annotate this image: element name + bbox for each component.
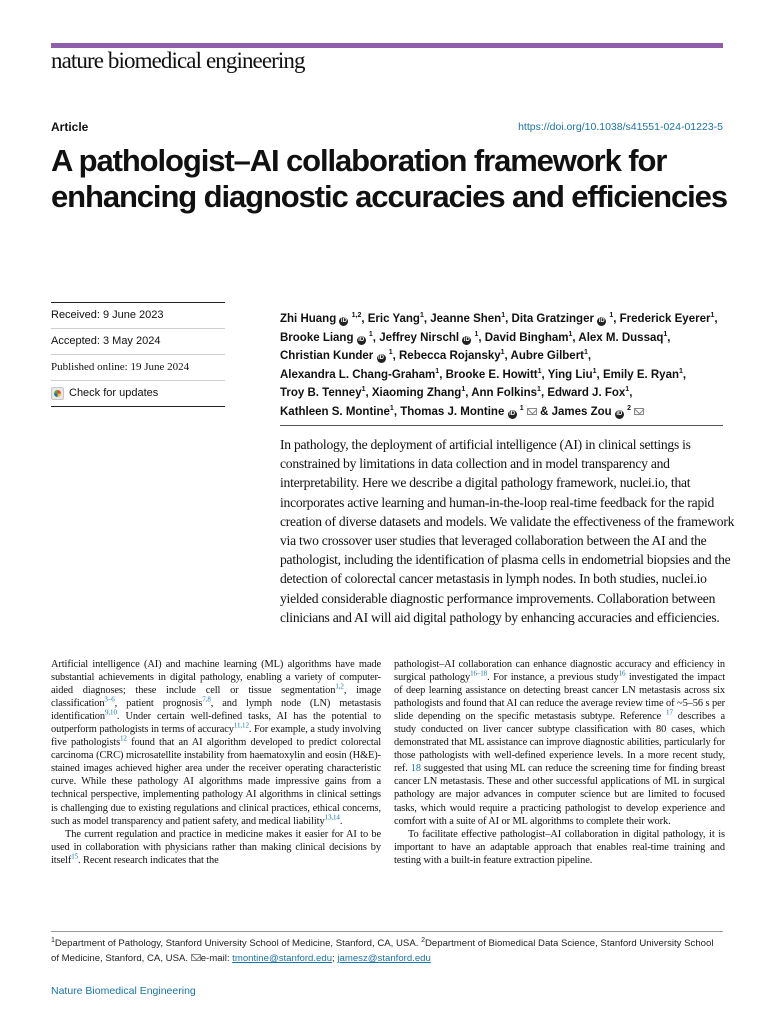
body-text: describes a study conducted on liver cancer subtype classification with 80 cases, which demonstrated that ML assistance can improve diagnostic abilities, particularly for those pathologists with well-defined experience levels. In a more recent study, ref. [394,711,725,775]
article-title: A pathologist–AI collaboration framework for enhancing diagnostic accuracies and efficiencies [51,143,727,214]
author [548,369,603,381]
email-link[interactable]: jamesz@stanford.edu [337,953,431,964]
affiliation-mark: 1 [51,936,55,944]
author-name: Rebecca Rojansky [399,350,501,362]
article-type: Article [51,120,89,134]
published-date: Published online: 19 June 2024 [51,355,225,381]
orcid-icon[interactable]: iD [509,410,516,417]
author-affiliation: 1 [389,404,394,412]
author-separator: , [439,368,446,381]
author-name: Aubre Gilbert [510,350,584,362]
body-text: suggested that using ML can reduce the screening time for finding breast cancer LN metastasis. These and other successful applications of ML in surgical pathology are major advances in computer science but are limited to focused tasks, which would require a practicing pathologist to develop experience and comfort with a suite of AI or ML algorithms to complete their work. [394,763,726,827]
author-affiliation: 1 [592,367,597,375]
body-text: , patient prognosis [114,698,203,710]
author-name: Brooke E. Howitt [445,368,538,381]
orcid-icon[interactable]: iD [616,410,623,417]
body-text: . For example, a study involving five pathologists [51,724,381,749]
check-updates-label: Check for updates [69,387,159,399]
citation-ref[interactable]: 18 [410,763,421,775]
author-separator: , [613,313,620,325]
author-separator: , [667,331,671,344]
author-name: Alexandra L. Chang-Graham [280,368,436,381]
author-separator: , [596,368,603,381]
author [552,406,645,418]
body-paragraph [51,828,381,867]
author [372,387,471,399]
author-separator: , [541,368,548,381]
author-line [280,403,730,422]
author-affiliation: 1 [568,330,573,338]
author-name: Brooke Liang [280,331,354,344]
affiliations-footnote [51,936,723,966]
author-name: Ying Liu [547,368,593,381]
author-name: Xiaoming Zhang [371,387,462,399]
article-dates [51,302,225,407]
citation-ref[interactable]: 13,14 [324,813,340,822]
check-updates-row [51,381,225,407]
orcid-icon[interactable]: iD [340,318,347,324]
body-text: pathologist–AI collaboration can enhance diagnostic accuracy and efficiency in surgical pathology [394,659,725,684]
author [512,313,620,325]
author-name: Eric Yang [367,313,420,325]
body-text: The current regulation and practice in medicine makes it easier for AI to be used in collaboration with physicians rather than making clinical decisions by itself [51,828,381,866]
body-text: . Under certain well-defined tasks, AI has the potential to outperform pathologists in terms of accuracy [51,711,381,736]
author-line [280,347,730,366]
author-affiliation: 1 [519,404,524,412]
author [578,332,670,344]
author-separator: , [587,350,592,362]
author-affiliation: 1 [537,367,542,375]
citation-ref[interactable]: 17 [666,708,673,717]
abstract: In pathology, the deployment of artificial intelligence (AI) in clinical settings is constrained by limitations in data collection and in model transparency and interpretability. Here we describe a digital pathology framework, nuclei.io, that incorporates active learning and human-in-the-loop real-time feedback for the rapid creation of diverse datasets and models. We validate the effectiveness of the framework via two crossover user studies that leveraged collaboration between the AI and the pathologist, including the identification of plasma cells in endometrial biopsies and the detection of colorectal cancer metastasis in lymph nodes. In both studies, nuclei.io yielded considerable diagnostic performance improvements. Collaboration between clinicians and AI will aid digital pathology by enhancing accuracies and efficiencies. [280,437,735,625]
citation-ref[interactable]: 16 [618,669,626,678]
citation-ref[interactable]: 12 [120,734,127,743]
check-updates-icon [51,387,64,400]
author-name: Dita Gratzinger [511,313,594,325]
author-name: Jeffrey Nirschl [379,331,460,344]
author [280,369,446,381]
author [280,350,399,362]
citation-ref[interactable]: 3–6 [104,695,115,704]
author-name: Troy B. Tenney [280,387,362,399]
author [280,313,368,325]
email-link[interactable]: tmontine@stanford.edu [232,953,333,964]
author-name: Edward J. Fox [547,387,626,399]
author-line [280,384,730,403]
body-text: , and lymph node (LN) metastasis identification [51,698,381,723]
body-text: investigated the impact of deep learning assistance on detecting breast cancer LN metastasis across six pathologists and found that AI can reduce the average review time of ~5–56 s per slide depending on the specific metastasis subtype. Reference [394,672,725,723]
author-affiliation: 1 [419,312,424,320]
author-separator: , [372,331,380,344]
orcid-icon[interactable]: iD [598,318,605,324]
orcid-icon[interactable]: iD [358,336,365,343]
author-affiliation: 1 [500,349,505,357]
journal-name: nature biomedical engineering [51,48,305,73]
author-separator: , [392,350,399,362]
affiliation-2: Department of Biomedical Data Science, Stanford University School of Medicine, Stanford, CA, USA. [51,938,714,964]
author-name: Kathleen S. Montine [280,405,390,418]
author-separator: , [505,313,512,325]
email-separator: ; [332,953,338,964]
author-separator: , [629,387,633,399]
author-affiliation: 1 [584,349,588,357]
author-name: James Zou [551,405,612,418]
author-name: David Bingham [484,331,569,344]
body-text: . [339,815,343,827]
author [368,313,431,325]
author [399,350,511,362]
body-text: To facilitate effective pathologist–AI collaboration in digital pathology, it is important to have an adaptable approach that enables real-time training and testing with a built-in feature extraction pipeline. [394,828,725,866]
author-affiliation: 1 [368,330,373,338]
author [620,313,718,325]
citation-ref[interactable]: 15 [71,852,78,861]
author [471,387,547,399]
citation-ref[interactable]: 11,12 [233,721,249,730]
author-affiliation: 1 [435,367,440,375]
author-separator: , [540,387,548,399]
author-name: Emily E. Ryan [602,368,679,381]
author-affiliation: 1 [537,386,541,394]
author-name: Alex M. Dussaq [578,331,664,344]
author-separator: , [714,313,718,325]
footer-journal-name: Nature Biomedical Engineering [51,985,196,997]
author-affiliation: 1 [609,312,614,320]
author-affiliation: 1 [388,349,393,357]
author-affiliation: 1 [361,386,366,394]
author-affiliation: 1 [501,312,506,320]
author-separator: , [478,331,485,344]
citation-ref[interactable]: 16–18 [470,669,488,678]
citation-ref[interactable]: 1,2 [335,682,344,691]
author-name: Ann Folkins [471,387,538,399]
author-line [280,310,730,329]
author-affiliation: 1 [474,330,479,338]
body-text: found that an AI algorithm developed to predict colorectal carcinoma (CRC) microsatellite instability from haematoxylin and eosin (H&E)-stained images achieved higher area under the receiver operating characteristic curve. While these pathology AI algorithms made impressive gains from a technical perspective, implementing pathology AI algorithms in clinical settings is challenging due to existing regulations and clinical practices, ethical concerns, such as model transparency and patient safety, and medical liability [51,737,381,827]
author-separator: , [465,387,472,399]
mail-icon [191,954,201,961]
author-separator: , [393,405,401,418]
author-list [280,310,730,421]
author-affiliation: 1 [663,330,668,338]
author [280,406,400,418]
author-separator: , [682,368,687,381]
author-name: Frederick Eyerer [619,313,711,325]
author [511,350,592,362]
author [430,313,511,325]
author-separator: , [365,387,372,399]
author [280,387,372,399]
author-affiliation: 1 [710,312,715,320]
footnote-divider [51,931,723,932]
author [400,406,551,418]
check-updates-button[interactable] [51,381,225,406]
author-affiliation: 1,2 [351,312,362,320]
accepted-date: Accepted: 3 May 2024 [51,329,225,355]
author-name: Jeanne Shen [430,313,502,325]
body-text: Artificial intelligence (AI) and machine learning (ML) algorithms have made substantial achievements in digital pathology, enabling a variety of computer-aided diagnoses; these include cell or tissue segmentation [51,659,381,697]
mail-icon[interactable] [634,408,644,415]
body-paragraph [394,828,725,867]
received-date: Received: 9 June 2023 [51,303,225,329]
mail-icon[interactable] [527,408,537,415]
author-line [280,366,730,385]
author-name: Christian Kunder [280,350,374,362]
abstract-divider [280,425,723,426]
orcid-icon[interactable]: iD [378,355,384,361]
affiliation-mark: 2 [421,936,425,944]
body-text: . Recent research indicates that the [78,854,219,866]
author-separator: , [572,331,579,344]
affiliation-1: Department of Pathology, Stanford University School of Medicine, Stanford, CA, USA. [54,938,422,949]
email-label: e-mail: [200,953,233,964]
author-separator: , [361,313,368,325]
author [379,332,485,344]
author [547,387,632,399]
author [603,369,686,381]
author-affiliation: 2 [627,404,631,412]
body-text: , image classification [51,685,381,710]
author-affiliation: 1 [461,386,466,394]
author [446,369,548,381]
body-column-left [51,658,381,867]
body-text: . For instance, a previous study [487,672,619,684]
author-affiliation: 1 [679,367,683,375]
author-affiliation: 1 [625,386,630,394]
author-line [280,329,730,348]
orcid-icon[interactable]: iD [463,336,470,343]
citation-ref[interactable]: 7,8 [202,695,211,704]
body-column-right [394,658,725,867]
author [485,332,579,344]
doi-link[interactable]: https://doi.org/10.1038/s41551-024-01223-5 [518,121,723,133]
author-name: Zhi Huang [280,313,337,325]
author-separator: , [423,313,431,325]
author [280,332,379,344]
author-separator: , [504,350,511,362]
body-paragraph [51,659,381,827]
body-paragraph [394,659,725,827]
author-separator: & [536,405,552,418]
author-name: Thomas J. Montine [400,405,505,418]
citation-ref[interactable]: 9,10 [105,708,117,717]
